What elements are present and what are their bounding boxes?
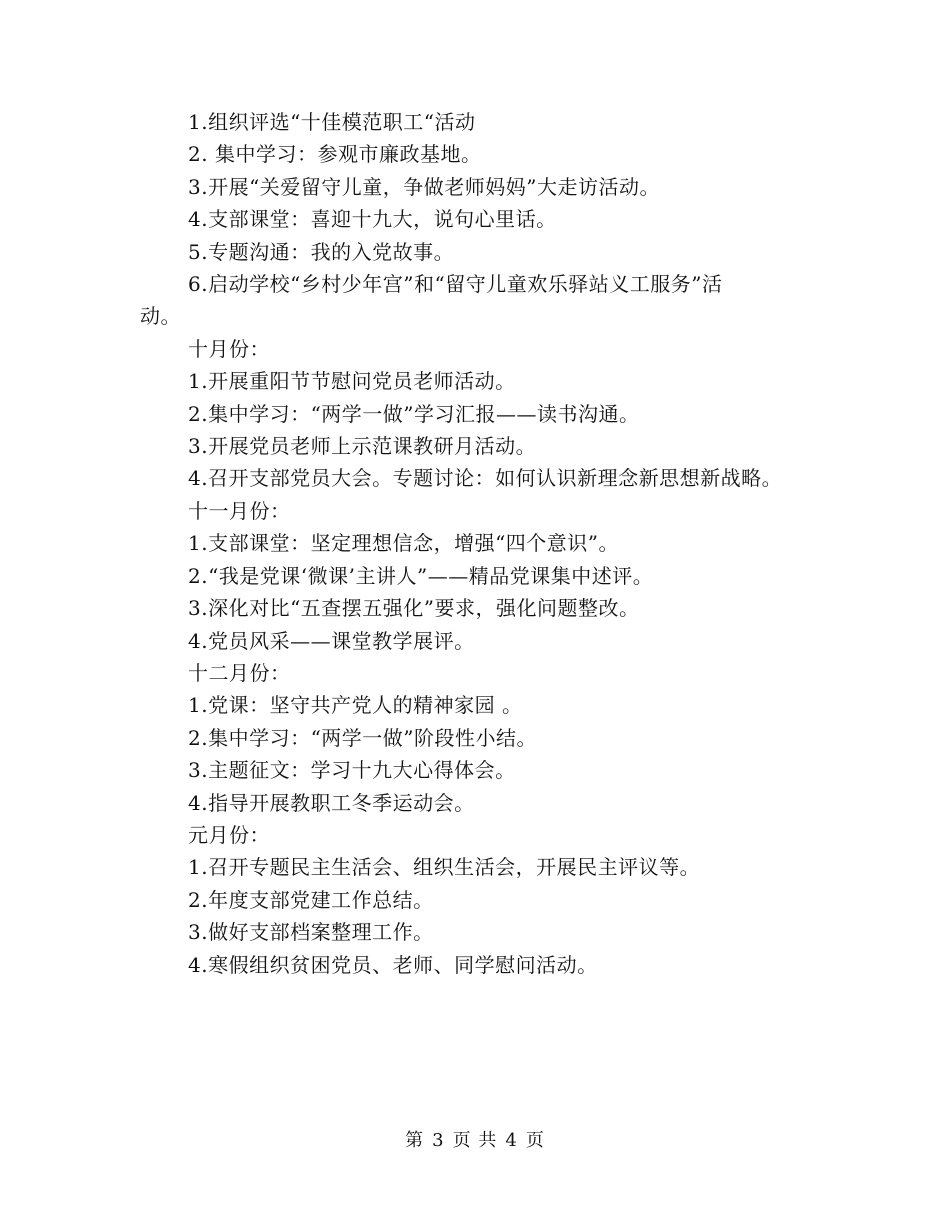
- list-item: 3.主题征文：学习十九大心得体会。: [188, 758, 516, 783]
- list-item: 1.召开专题民主生活会、组织生活会，开展民主评议等。: [188, 855, 701, 880]
- list-item: 2.年度支部党建工作总结。: [188, 887, 434, 912]
- list-item: 4.指导开展教职工冬季运动会。: [188, 790, 475, 815]
- page-label-suffix: 页: [525, 1130, 545, 1151]
- list-item: 4.支部课堂：喜迎十九大，说句心里话。: [188, 207, 557, 232]
- list-item: 5.专题沟通：我的入党故事。: [188, 239, 455, 264]
- list-item: 1.组织评选“十佳模范职工“活动: [188, 110, 476, 134]
- page-label-mid: 页 共: [452, 1130, 498, 1151]
- total-page-number: 4: [505, 1130, 518, 1151]
- section-heading-october: 十月份：: [188, 336, 270, 361]
- section-heading-january: 元月份：: [188, 822, 270, 847]
- page-label-prefix: 第: [405, 1130, 425, 1151]
- list-item: 4.党员风采——课堂教学展评。: [188, 628, 475, 653]
- list-item: 1.开展重阳节节慰问党员老师活动。: [188, 369, 516, 394]
- list-item: 6.启动学校“乡村少年宫”和“留守儿童欢乐驿站义工服务”活: [188, 272, 723, 297]
- list-item: 3.深化对比“五查摆五强化”要求，强化问题整改。: [188, 596, 640, 621]
- section-heading-december: 十二月份：: [188, 660, 291, 685]
- list-item: 2.“我是党课‘微课’主讲人”——精品党课集中述评。: [188, 563, 654, 588]
- list-item: 1.党课：坚守共产党人的精神家园 。: [188, 693, 523, 718]
- section-heading-november: 十一月份：: [188, 498, 291, 523]
- list-item: 1.支部课堂：坚定理想信念，增强“四个意识”。: [188, 531, 620, 556]
- page-footer: [0, 1126, 950, 1152]
- current-page-number: 3: [432, 1130, 445, 1151]
- list-item: 4.召开支部党员大会。专题讨论：如何认识新理念新思想新战略。: [188, 466, 783, 491]
- document-body: [140, 106, 820, 981]
- list-item-continuation: 动。: [140, 304, 181, 329]
- list-item: 2.集中学习：“两学一做”学习汇报——读书沟通。: [188, 401, 640, 426]
- list-item: 2. 集中学习：参观市廉政基地。: [188, 142, 482, 167]
- list-item: 3.开展党员老师上示范课教研月活动。: [188, 434, 537, 459]
- list-item: 3.开展“关爱留守儿童，争做老师妈妈”大走访活动。: [188, 174, 661, 199]
- list-item: 3.做好支部档案整理工作。: [188, 920, 434, 945]
- list-item: 4.寒假组织贫困党员、老师、同学慰问活动。: [188, 952, 598, 977]
- list-item: 2.集中学习：“两学一做”阶段性小结。: [188, 725, 538, 750]
